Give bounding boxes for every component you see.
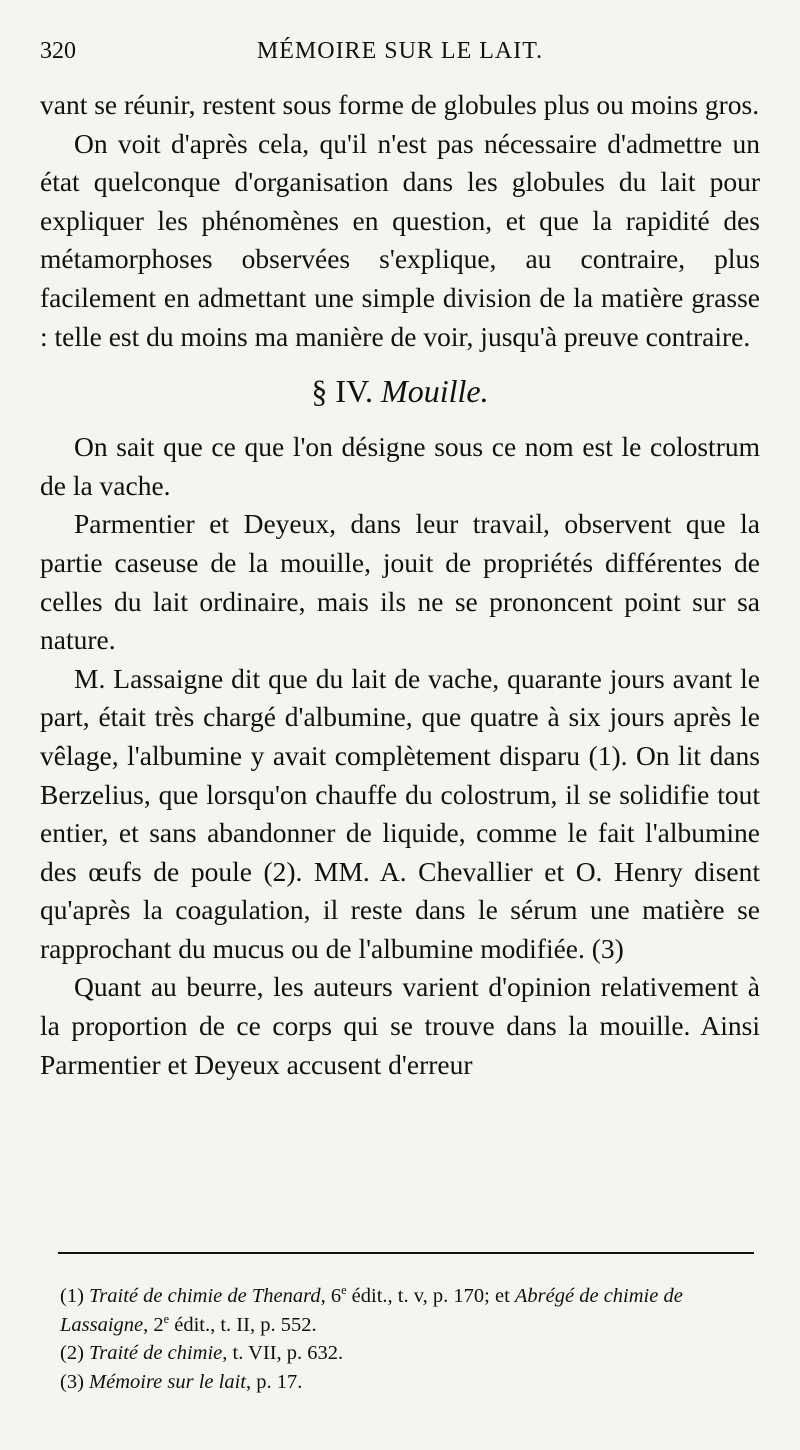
footnote-marker: (3) (60, 1370, 84, 1393)
section-heading (40, 360, 760, 422)
section-title: Mouille. (381, 373, 489, 410)
footnote-3 (60, 1368, 760, 1397)
footnote-marker: (2) (60, 1342, 84, 1364)
body-text (40, 86, 760, 1084)
footnote-rule (58, 1252, 754, 1254)
paragraph: On voit d'après cela, qu'il n'est pas nécessaire d'admettre un état quelconque d'organisation dans les globules du lait pour expliquer les phénomènes en question, et que la rapidité des métamorphoses observées s'explique, au contraire, plus facilement en admettant une simple division de la matière grasse : telle est du moins ma manière de voir, jusqu'à preuve contraire. (40, 127, 760, 352)
paragraph: Quant au beurre, les auteurs varient d'opinion relativement à la proportion de ce corps qui se trouve dans la mouille. Ainsi Parmentier et Deyeux accusent d'erreur (40, 971, 760, 1080)
footnote-title: Traité de chimie (89, 1342, 223, 1364)
footnote-ref: , 2 (143, 1313, 164, 1336)
footnote-ref: édit., t. II, p. 552. (169, 1313, 317, 1336)
footnote-1 (60, 1282, 760, 1339)
footnote-ref: , 6 (320, 1285, 342, 1307)
footnote-title: Abrégé de chimie de Lassaigne (60, 1285, 683, 1336)
footnote-title: Mémoire sur le lait (89, 1370, 246, 1393)
footnote-marker: (1) (60, 1285, 84, 1307)
footnote-title: Traité de chimie de Thenard (89, 1285, 321, 1307)
footnote-ref: , p. 17. (245, 1370, 303, 1393)
paragraph-continued: vant se réunir, restent sous forme de globules plus ou moins gros. (40, 89, 760, 120)
footnote-2 (60, 1339, 760, 1368)
page-header (40, 38, 760, 74)
page-number: 320 (40, 38, 76, 64)
section-number: § IV. (311, 373, 374, 410)
footnotes (60, 1282, 760, 1396)
paragraph: M. Lassaigne dit que du lait de vache, quarante jours avant le part, était très chargé d'albumine, que quatre à six jours après le vêlage, l'albumine y avait complètement disparu (1). On lit dans Berzelius, que lorsqu'on chauffe du colostrum, il se solidifie tout entier, et sans abandonner de liquide, comme le fait l'albumine des œufs de poule (2). MM. A. Chevallier et O. Henry disent qu'après la coagulation, il reste dans le sérum une matière se rapprochant du mucus ou de l'albumine modifiée. (3) (40, 662, 760, 964)
footnote-superscript: e (163, 1311, 170, 1326)
footnote-superscript: e (341, 1283, 347, 1298)
footnote-ref: , t. VII, p. 632. (222, 1342, 344, 1364)
running-title: MÉMOIRE SUR LE LAIT. (256, 38, 544, 64)
paragraph: On sait que ce que l'on désigne sous ce nom est le colostrum de la vache. (40, 431, 760, 501)
footnote-ref: édit., t. v, p. 170; et (346, 1285, 515, 1307)
paragraph: Parmentier et Deyeux, dans leur travail, observent que la partie caseuse de la mouille, jouit de propriétés différentes de celles du lait ordinaire, mais ils ne se prononcent point sur sa nature. (40, 508, 760, 656)
